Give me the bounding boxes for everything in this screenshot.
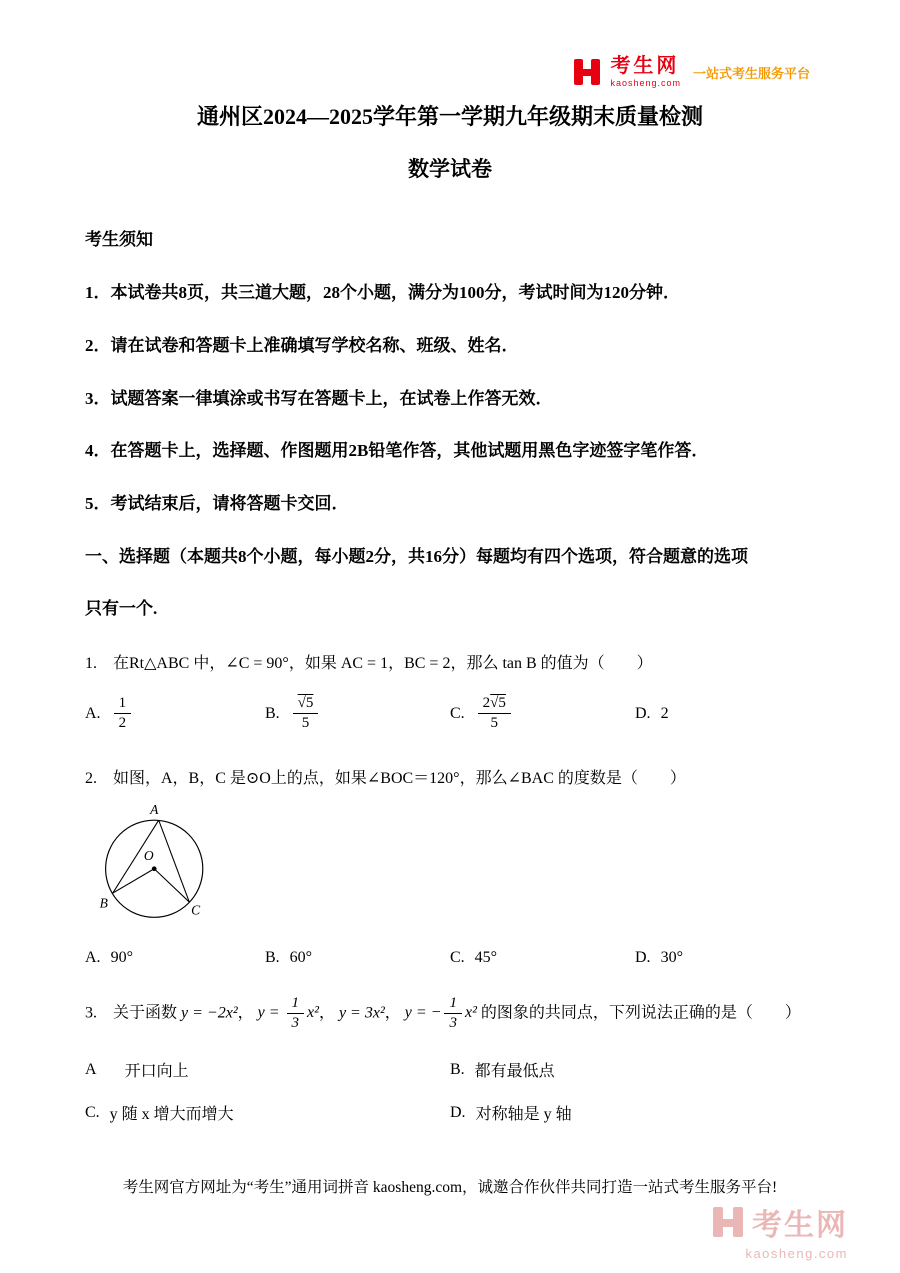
option-label: C. (85, 1103, 100, 1121)
option-text: 90° (110, 948, 133, 966)
notice-item-3: 3．试题答案一律填涂或书写在答题卡上，在试卷上作答无效． (85, 388, 553, 408)
header-brand (572, 56, 810, 88)
brand-domain: kaosheng.com (610, 78, 681, 88)
q3-option-d (450, 1101, 815, 1124)
expr-suffix: x² (307, 1004, 319, 1022)
q1-option-d (635, 705, 815, 723)
circle-diagram (93, 801, 219, 923)
option-label: D. (635, 704, 651, 722)
kaosheng-watermark-icon (711, 1205, 745, 1239)
exam-title: 通州区2024—2025学年第一学期九年级期末质量检测 (196, 104, 703, 129)
notice-item-1: 1．本试卷共8页，共三道大题，28个小题，满分为100分，考试时间为120分钟． (85, 282, 680, 302)
fraction-denominator: 2 (118, 715, 127, 732)
option-text: 开口向上 (124, 1063, 189, 1081)
option-text: 45° (474, 948, 498, 966)
brand-text-block (610, 56, 681, 88)
option-label: A. (85, 704, 101, 722)
fraction-one-third (444, 995, 462, 1033)
q2-option-d (635, 949, 815, 967)
q3-separator: ， (318, 1004, 339, 1022)
watermark-domain: kaosheng.com (745, 1246, 848, 1261)
q1-options (85, 695, 815, 733)
section-heading-line2: 只有一个. (85, 598, 158, 618)
q3-expression-4 (404, 994, 477, 1032)
section-one-heading (85, 545, 815, 621)
expr-prefix: y = (257, 1004, 284, 1022)
expr-suffix: x² (464, 1004, 477, 1022)
fraction-numerator: 1 (444, 995, 462, 1014)
expr-prefix: y = − (404, 1004, 442, 1022)
watermark-row (711, 1200, 848, 1244)
figure-label-b: B (99, 895, 108, 911)
option-text: y 随 x 增大而增大 (109, 1106, 234, 1124)
fraction-2sqrt5-over-5 (478, 695, 511, 733)
option-text: 60° (289, 948, 313, 966)
q3-option-c (85, 1101, 450, 1124)
q1-option-c (450, 695, 635, 733)
q3-separator: ， (384, 1004, 405, 1022)
question-3-text (85, 995, 815, 1033)
notice-item-5: 5．考试结束后，请将答题卡交回． (85, 494, 349, 514)
radical: √5 (297, 694, 314, 711)
q3-option-a (85, 1058, 450, 1081)
option-label: B. (265, 704, 280, 722)
q3-expression-2 (257, 994, 319, 1032)
fraction-denominator: 3 (291, 1015, 300, 1032)
option-label: C. (450, 948, 465, 966)
fraction-denominator: 3 (449, 1015, 457, 1032)
kaosheng-logo-icon (572, 57, 602, 87)
center-point (152, 866, 157, 871)
q1-option-b (265, 695, 450, 733)
option-text: 都有最低点 (474, 1063, 555, 1081)
radical: √5 (490, 694, 506, 711)
figure-label-c: C (191, 902, 201, 918)
section-heading-line1: 一、选择题（本题共8个小题，每小题2分，共16分）每题均有四个选项，符合题意的选项 (85, 546, 748, 566)
q3-option-b (450, 1058, 815, 1081)
q2-option-a (85, 949, 265, 967)
fraction-one-half (114, 695, 132, 733)
fraction-numerator: 1 (114, 695, 132, 714)
q2-option-b (265, 949, 450, 967)
option-text: 2 (660, 704, 669, 722)
q3-expression-1: y = −2x² (181, 1004, 238, 1022)
fraction-numerator: 1 (287, 995, 305, 1014)
figure-label-a: A (150, 801, 159, 817)
notice-heading: 考生须知 (85, 230, 153, 250)
fraction-numerator (478, 695, 511, 714)
brand-name: 考生网 (610, 55, 680, 77)
option-label: D. (635, 948, 651, 966)
fraction-one-third (287, 995, 305, 1033)
notice-item-4: 4．在答题卡上，选择题、作图题用2B铅笔作答，其他试题用黑色字迹签字笔作答． (85, 441, 709, 461)
kaosheng-watermark (711, 1200, 848, 1261)
option-label: B. (265, 948, 280, 966)
q3-suffix: 的图象的共同点，下列说法正确的是（ ） (476, 1004, 801, 1022)
q2-option-c (450, 949, 635, 967)
option-label: A. (85, 948, 101, 966)
fraction-denominator: 5 (301, 715, 310, 732)
fraction-sqrt5-over-5 (293, 695, 319, 733)
fraction-numerator (293, 695, 319, 714)
option-text: 对称轴是 y 轴 (475, 1106, 572, 1124)
option-label: C. (450, 704, 465, 722)
q3-separator: ， (237, 1004, 258, 1022)
option-label: A (85, 1060, 97, 1078)
notice-item-2: 2．请在试卷和答题卡上准确填写学校名称、班级、姓名． (85, 335, 519, 355)
q3-options (85, 1058, 815, 1124)
option-label: D. (450, 1103, 466, 1121)
q3-expression-3: y = 3x² (338, 1004, 385, 1022)
brand-tagline: 一站式考生服务平台 (692, 65, 810, 81)
option-text: 30° (660, 948, 683, 966)
coefficient: 2 (482, 694, 491, 711)
question-2-text: 2. 如图，A，B，C 是⊙O上的点，如果∠BOC＝120°，那么∠BAC 的度数是（ ） (85, 770, 686, 788)
fraction-denominator: 5 (490, 715, 499, 732)
q1-option-a (85, 695, 265, 733)
q2-circle-figure (93, 801, 219, 923)
q3-prefix: 3. 关于函数 (85, 1004, 182, 1022)
figure-label-o: O (143, 847, 154, 863)
exam-subtitle: 数学试卷 (408, 156, 492, 181)
q2-options (85, 949, 815, 967)
watermark-name: 考生网 (752, 1209, 848, 1242)
option-label: B. (450, 1060, 465, 1078)
footer-text: 考生网官方网址为“考生”通用词拼音 kaosheng.com，诚邀合作伙伴共同打造一站式考生服务平台! (122, 1179, 778, 1196)
question-1-text: 1. 在Rt△ABC 中，∠C = 90°，如果 AC = 1，BC = 2，那么 tan B 的值为（ ） (85, 654, 653, 672)
